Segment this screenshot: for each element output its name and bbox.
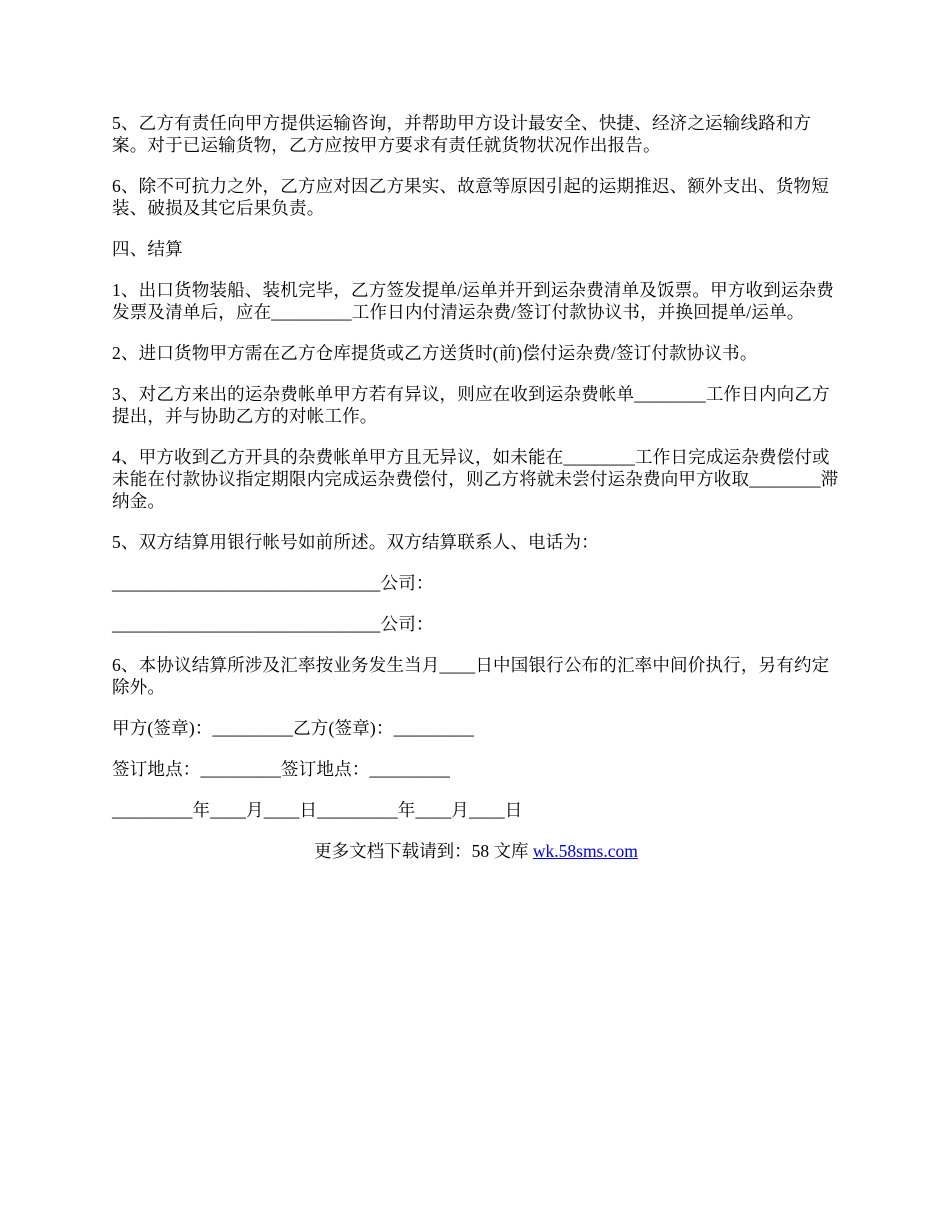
settlement-clause-1: 1、出口货物装船、装机完毕，乙方签发提单/运单并开到运杂费清单及饭票。甲方收到运杂费发票及清单后，应在_________工作日内付清运杂费/签订付款协议书，并换回提单/运单。 [112, 280, 835, 322]
company-line-1: ______________________________公司： [112, 573, 434, 593]
settlement-clause-4: 4、甲方收到乙方开具的杂费帐单甲方且无异议，如未能在________工作日完成运杂费偿付或未能在付款协议指定期限内完成运杂费偿付，则乙方将就未尝付运杂费向甲方收取________滞纳金。 [112, 447, 839, 511]
date-line: _________年____月____日_________年____月____日 [112, 800, 523, 820]
settlement-clause-5: 5、双方结算用银行帐号如前所述。双方结算联系人、电话为： [112, 532, 599, 552]
signature-line: 甲方(签章)：_________乙方(签章)：_________ [112, 718, 475, 738]
footer-link[interactable]: wk.58sms.com [532, 841, 638, 861]
company-line-2: ______________________________公司： [112, 614, 434, 634]
footer [112, 840, 840, 862]
settlement-clause-3: 3、对乙方来出的运杂费帐单甲方若有异议，则应在收到运杂费帐单________工作日内向乙方提出，并与协助乙方的对帐工作。 [112, 384, 830, 426]
footer-text: 更多文档下载请到：58 文库 [314, 841, 533, 861]
document-body [112, 112, 840, 862]
section-heading-settlement: 四、结算 [112, 239, 183, 259]
settlement-clause-6: 6、本协议结算所涉及汇率按业务发生当月____日中国银行公布的汇率中间价执行，另有约定除外。 [112, 655, 830, 697]
signing-place-line: 签订地点：_________签订地点：_________ [112, 759, 451, 779]
settlement-clause-2: 2、进口货物甲方需在乙方仓库提货或乙方送货时(前)偿付运杂费/签订付款协议书。 [112, 343, 758, 363]
clause-5-consulting: 5、乙方有责任向甲方提供运输咨询，并帮助甲方设计最安全、快捷、经济之运输线路和方案。对于已运输货物，乙方应按甲方要求有责任就货物状况作出报告。 [112, 113, 812, 155]
clause-6-liability: 6、除不可抗力之外，乙方应对因乙方果实、故意等原因引起的运期推迟、额外支出、货物短装、破损及其它后果负责。 [112, 176, 829, 218]
